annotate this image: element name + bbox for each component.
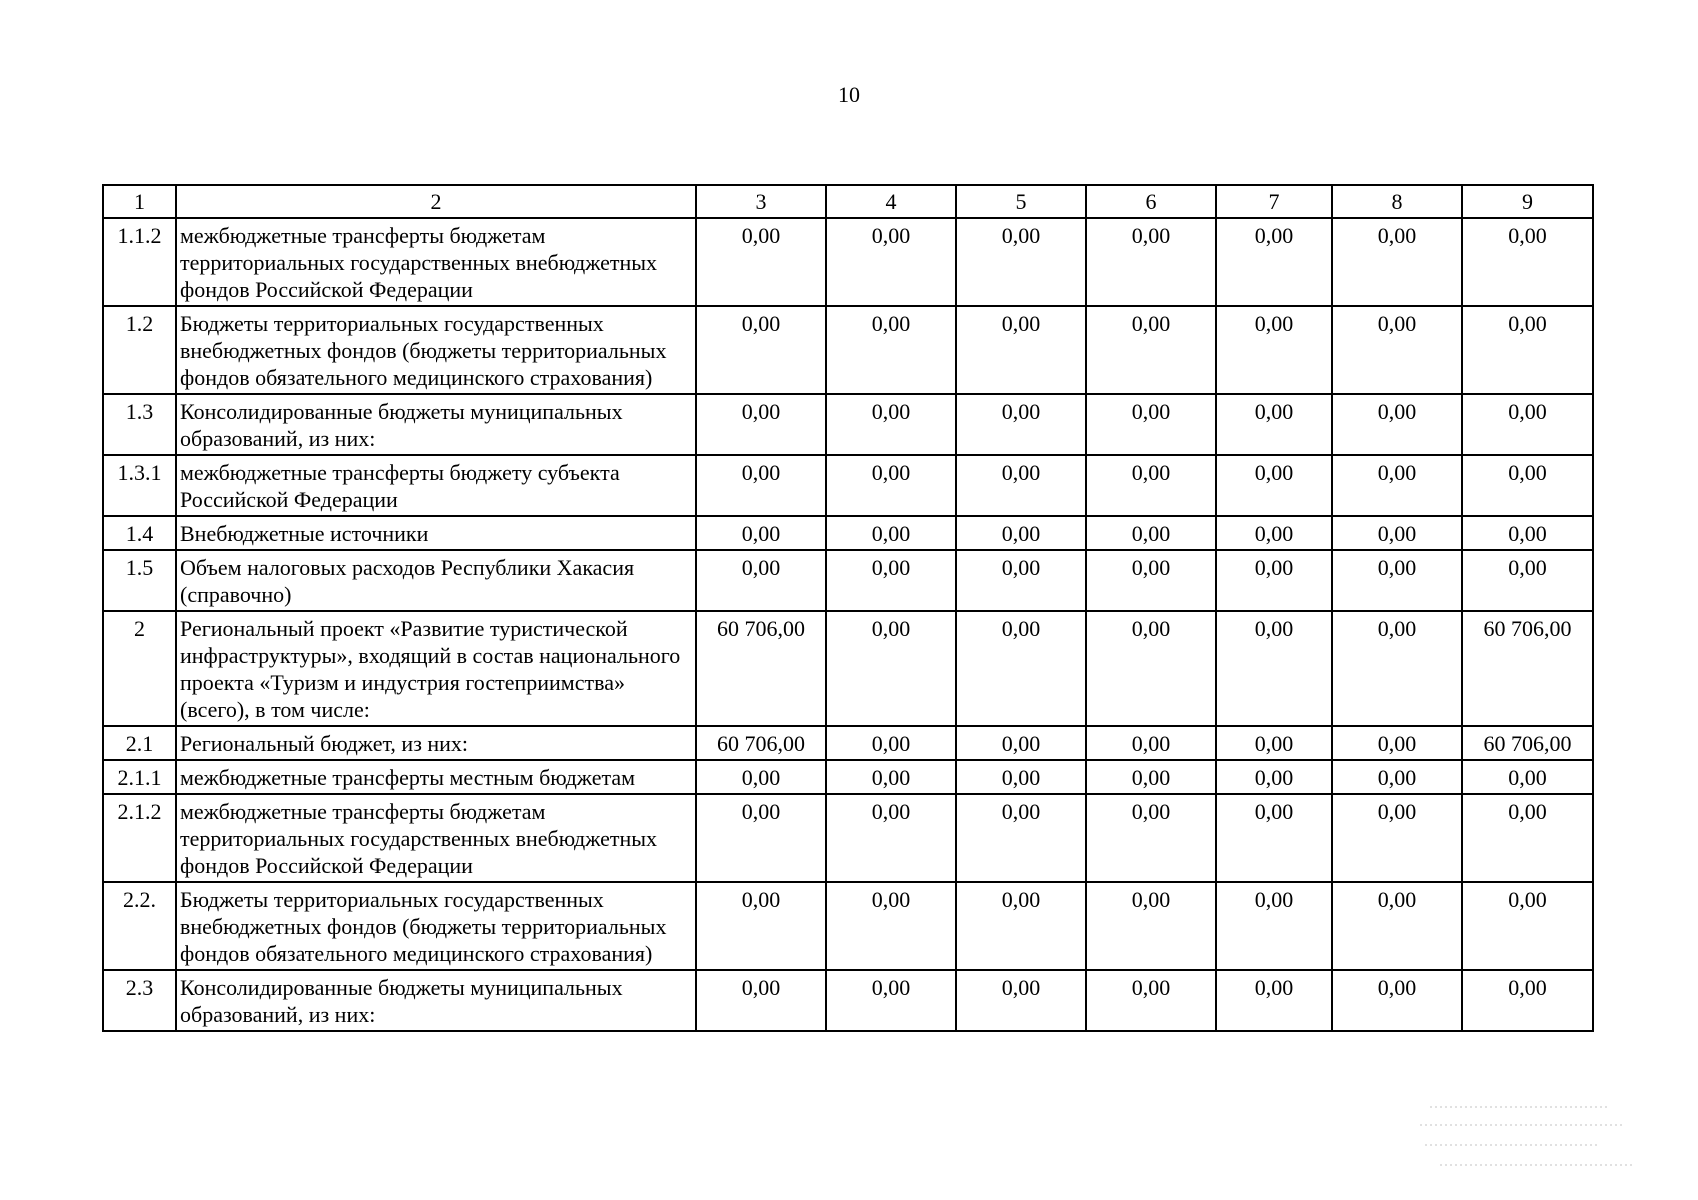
row-number: 1.5 [103,550,176,611]
value-cell: 0,00 [956,970,1086,1031]
value-cell: 0,00 [956,394,1086,455]
row-number: 1.4 [103,516,176,550]
value-cell: 0,00 [1332,970,1462,1031]
row-description: межбюджетные трансферты бюджетам территориальных государственных внебюджетных фондов Российской Федерации [176,794,696,882]
value-cell: 0,00 [1332,218,1462,306]
value-cell: 0,00 [1086,516,1216,550]
value-cell: 0,00 [1086,218,1216,306]
value-cell: 0,00 [1332,394,1462,455]
row-description: межбюджетные трансферты бюджетам территориальных государственных внебюджетных фондов Российской Федерации [176,218,696,306]
value-cell: 0,00 [696,760,826,794]
row-number: 2.1 [103,726,176,760]
column-header: 9 [1462,185,1593,218]
value-cell: 0,00 [1216,306,1332,394]
page-number: 10 [838,82,860,107]
value-cell: 0,00 [956,882,1086,970]
value-cell: 0,00 [1086,794,1216,882]
value-cell: 0,00 [1462,550,1593,611]
value-cell: 0,00 [1332,794,1462,882]
stamp-mark [1410,1095,1640,1175]
value-cell: 0,00 [1086,726,1216,760]
column-header: 8 [1332,185,1462,218]
value-cell: 60 706,00 [1462,726,1593,760]
value-cell: 0,00 [1462,794,1593,882]
value-cell: 0,00 [826,882,956,970]
column-header: 1 [103,185,176,218]
row-description: межбюджетные трансферты местным бюджетам [176,760,696,794]
value-cell: 0,00 [826,970,956,1031]
value-cell: 0,00 [1216,455,1332,516]
value-cell: 0,00 [1216,394,1332,455]
value-cell: 0,00 [956,726,1086,760]
table-row [103,611,1593,726]
table-row [103,394,1593,455]
table-row [103,760,1593,794]
value-cell: 0,00 [696,550,826,611]
value-cell: 0,00 [956,455,1086,516]
value-cell: 0,00 [1332,455,1462,516]
row-description: Консолидированные бюджеты муниципальных образований, из них: [176,394,696,455]
value-cell: 0,00 [1462,516,1593,550]
value-cell: 0,00 [696,794,826,882]
value-cell: 0,00 [696,882,826,970]
value-cell: 0,00 [1216,611,1332,726]
value-cell: 0,00 [1216,726,1332,760]
value-cell: 0,00 [1462,760,1593,794]
value-cell: 0,00 [826,726,956,760]
value-cell: 0,00 [1086,882,1216,970]
value-cell: 0,00 [956,516,1086,550]
table-header-row [103,185,1593,218]
table-row [103,550,1593,611]
value-cell: 0,00 [696,394,826,455]
row-description: Консолидированные бюджеты муниципальных образований, из них: [176,970,696,1031]
value-cell: 0,00 [1332,550,1462,611]
value-cell: 0,00 [826,455,956,516]
table-row [103,726,1593,760]
value-cell: 0,00 [826,611,956,726]
value-cell: 0,00 [1216,516,1332,550]
column-header: 2 [176,185,696,218]
column-header: 5 [956,185,1086,218]
value-cell: 0,00 [956,794,1086,882]
value-cell: 60 706,00 [696,611,826,726]
table-row [103,218,1593,306]
row-description: Бюджеты территориальных государственных внебюджетных фондов (бюджеты территориальных фондов обязательного медицинского страхования) [176,882,696,970]
value-cell: 0,00 [1216,970,1332,1031]
value-cell: 0,00 [1216,882,1332,970]
value-cell: 0,00 [1332,306,1462,394]
value-cell: 0,00 [1086,550,1216,611]
row-description: Региональный проект «Развитие туристической инфраструктуры», входящий в состав национального проекта «Туризм и индустрия гостеприимства» (всего), в том числе: [176,611,696,726]
value-cell: 0,00 [826,516,956,550]
value-cell: 0,00 [956,550,1086,611]
column-header: 3 [696,185,826,218]
value-cell: 0,00 [1216,218,1332,306]
value-cell: 0,00 [1086,394,1216,455]
row-description: Региональный бюджет, из них: [176,726,696,760]
row-description: Внебюджетные источники [176,516,696,550]
value-cell: 0,00 [696,306,826,394]
column-header: 7 [1216,185,1332,218]
row-description: Бюджеты территориальных государственных внебюджетных фондов (бюджеты территориальных фондов обязательного медицинского страхования) [176,306,696,394]
table-row [103,970,1593,1031]
value-cell: 0,00 [1216,760,1332,794]
table-row [103,882,1593,970]
value-cell: 0,00 [696,516,826,550]
column-header: 6 [1086,185,1216,218]
value-cell: 0,00 [696,970,826,1031]
value-cell: 0,00 [1462,306,1593,394]
value-cell: 0,00 [1462,394,1593,455]
value-cell: 0,00 [1332,611,1462,726]
row-number: 2.3 [103,970,176,1031]
value-cell: 0,00 [826,394,956,455]
value-cell: 0,00 [1216,794,1332,882]
row-number: 2.1.1 [103,760,176,794]
value-cell: 0,00 [956,760,1086,794]
row-number: 1.1.2 [103,218,176,306]
row-number: 2.2. [103,882,176,970]
budget-table [102,184,1594,1032]
value-cell: 0,00 [1332,882,1462,970]
value-cell: 0,00 [1332,516,1462,550]
row-number: 1.3.1 [103,455,176,516]
table-row [103,794,1593,882]
value-cell: 0,00 [1462,970,1593,1031]
table-row [103,516,1593,550]
value-cell: 0,00 [1086,306,1216,394]
value-cell: 0,00 [826,794,956,882]
value-cell: 0,00 [1086,760,1216,794]
value-cell: 60 706,00 [1462,611,1593,726]
value-cell: 0,00 [1086,970,1216,1031]
row-description: Объем налоговых расходов Республики Хакасия (справочно) [176,550,696,611]
value-cell: 0,00 [1462,882,1593,970]
row-number: 1.3 [103,394,176,455]
value-cell: 0,00 [1462,218,1593,306]
value-cell: 0,00 [956,611,1086,726]
value-cell: 0,00 [1086,455,1216,516]
row-description: межбюджетные трансферты бюджету субъекта Российской Федерации [176,455,696,516]
column-header: 4 [826,185,956,218]
value-cell: 0,00 [826,760,956,794]
value-cell: 0,00 [956,306,1086,394]
value-cell: 0,00 [1086,611,1216,726]
row-number: 2 [103,611,176,726]
value-cell: 0,00 [696,455,826,516]
table-row [103,306,1593,394]
value-cell: 0,00 [1216,550,1332,611]
value-cell: 0,00 [696,218,826,306]
row-number: 1.2 [103,306,176,394]
table-row [103,455,1593,516]
value-cell: 0,00 [826,218,956,306]
value-cell: 0,00 [1332,726,1462,760]
row-number: 2.1.2 [103,794,176,882]
value-cell: 0,00 [1332,760,1462,794]
value-cell: 0,00 [956,218,1086,306]
value-cell: 0,00 [826,550,956,611]
value-cell: 0,00 [826,306,956,394]
value-cell: 60 706,00 [696,726,826,760]
value-cell: 0,00 [1462,455,1593,516]
